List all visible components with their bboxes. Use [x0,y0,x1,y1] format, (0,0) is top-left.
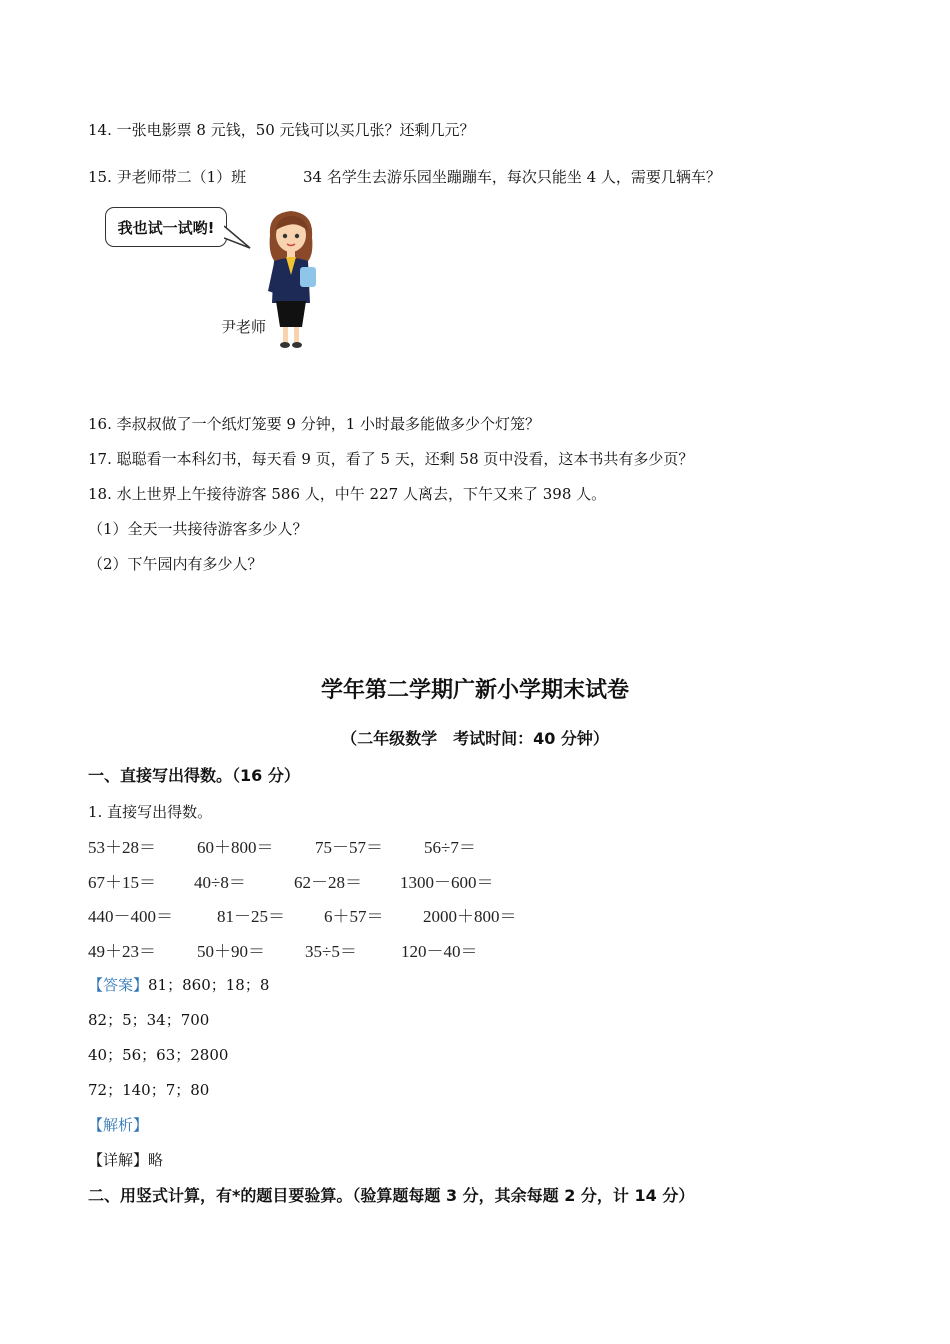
question-15-part1: 15. 尹老师带二（1）班 [88,168,247,186]
question-17: 17. 聪聪看一本科幻书，每天看 9 页，看了 5 天，还剩 58 页中没看，这本书共有多少页？ [88,450,694,468]
exam-title: 学年第二学期广新小学期末试卷 [320,678,629,703]
question-18: 18. 水上世界上午接待游客 586 人，中午 227 人离去，下午又来了 398 人。 [88,485,607,503]
math-item: 2000＋800＝ [423,907,517,926]
math-item: 1300－600＝ [400,873,494,892]
section-1-heading: 一、直接写出得数。（16 分） [88,766,300,785]
answer-line-4: 72；140；7；80 [88,1081,210,1099]
math-item: 56÷7＝ [424,838,476,857]
math-item: 49＋23＝ [88,942,156,961]
math-item: 40÷8＝ [194,873,246,892]
question-18-sub2: （2）下午园内有多少人？ [88,555,263,573]
math-item: 50＋90＝ [197,942,265,961]
speech-bubble [105,207,227,247]
math-item: 6＋57＝ [324,907,384,926]
math-item: 60＋800＝ [197,838,274,857]
speech-bubble-tail-icon [224,222,254,252]
math-item: 75－57＝ [315,838,383,857]
question-16: 16. 李叔叔做了一个纸灯笼要 9 分钟，1 小时最多能做多少个灯笼？ [88,415,541,433]
teacher-illustration-icon [258,205,328,350]
detail-text: 略 [148,1151,164,1169]
detail-tag: 【详解】 [88,1151,149,1169]
teacher-label: 尹老师 [221,318,267,336]
question-1: 1. 直接写出得数。 [88,803,213,821]
section-2-heading: 二、用竖式计算，有*的题目要验算。（验算题每题 3 分，其余每题 2 分，计 14 分） [88,1186,695,1205]
answer-tag: 【答案】 [88,976,149,994]
math-item: 62－28＝ [294,873,362,892]
math-item: 35÷5＝ [305,942,357,961]
math-item: 440－400＝ [88,907,173,926]
question-15-part2: 34 名学生去游乐园坐蹦蹦车，每次只能坐 4 人，需要几辆车？ [303,168,721,186]
math-item: 53＋28＝ [88,838,156,857]
answer-line-3: 40；56；63；2800 [88,1046,229,1064]
exam-subtitle: （二年级数学 考试时间：40 分钟） [341,729,609,748]
question-18-sub1: （1）全天一共接待游客多少人？ [88,520,308,538]
speech-bubble-text: 我也试一试哟! [117,218,215,237]
math-item: 67＋15＝ [88,873,156,892]
answer-values: 81；860；18；8 [148,976,270,994]
math-item: 120－40＝ [401,942,478,961]
answer-line-1 [88,974,269,995]
answer-line-2: 82；5；34；700 [88,1011,210,1029]
question-14: 14. 一张电影票 8 元钱，50 元钱可以买几张？还剩几元？ [88,121,475,139]
detail-line [88,1149,163,1170]
math-item: 81－25＝ [217,907,285,926]
analysis-tag: 【解析】 [88,1116,149,1134]
